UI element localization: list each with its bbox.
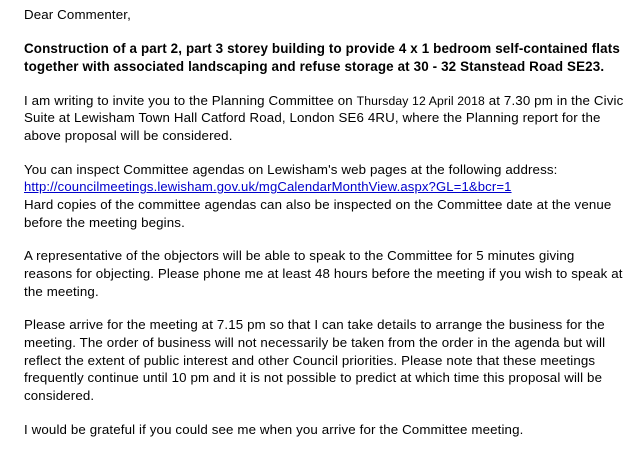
arrival-paragraph: Please arrive for the meeting at 7.15 pm so that I can take details to arrange the business for the meeting. The order of business will not necessarily be taken from the order in the agenda but will reflect the extent of public interest and other Council priorities. Please note that these meetings frequently continue until 10 pm and it is not possible to predict at which time this proposal will be considered. [24,317,606,403]
subject-line: Construction of a part 2, part 3 storey building to provide 4 x 1 bedroom self-contained flats together with associated landscaping and refuse storage at 30 - 32 Stanstead Road SE23. [24,40,620,74]
committee-calendar-link[interactable]: http://councilmeetings.lewisham.gov.uk/mgCalendarMonthView.aspx?GL=1&bcr=1 [24,179,512,195]
committee-date: Thursday 12 April 2018 [356,93,485,108]
closing-paragraph: I would be grateful if you could see me when you arrive for the Committee meeting. [24,421,524,437]
agendas-paragraph [24,161,624,232]
agendas-text-part1: You can inspect Committee agendas on Lewisham's web pages at the following address: [24,161,558,177]
representative-paragraph: A representative of the objectors will be able to speak to the Committee for 5 minutes giving reasons for objecting. Please phone me at least 48 hours before the meeting if you wish to speak at the meeting. [24,248,623,299]
invite-paragraph [24,92,624,145]
invite-text-part2: at 7.30 pm in the Civic Suite at Lewisham Town Hall Catford Road, London SE6 4RU, where the Planning report for the above proposal will be considered. [24,92,624,143]
invite-text-part1: I am writing to invite you to the Planning Committee on [24,92,357,108]
letter-body [24,6,624,454]
salutation: Dear Commenter, [24,7,131,22]
agendas-text-part2: Hard copies of the committee agendas can also be inspected on the Committee date at the venue before the meeting begins. [24,196,612,230]
